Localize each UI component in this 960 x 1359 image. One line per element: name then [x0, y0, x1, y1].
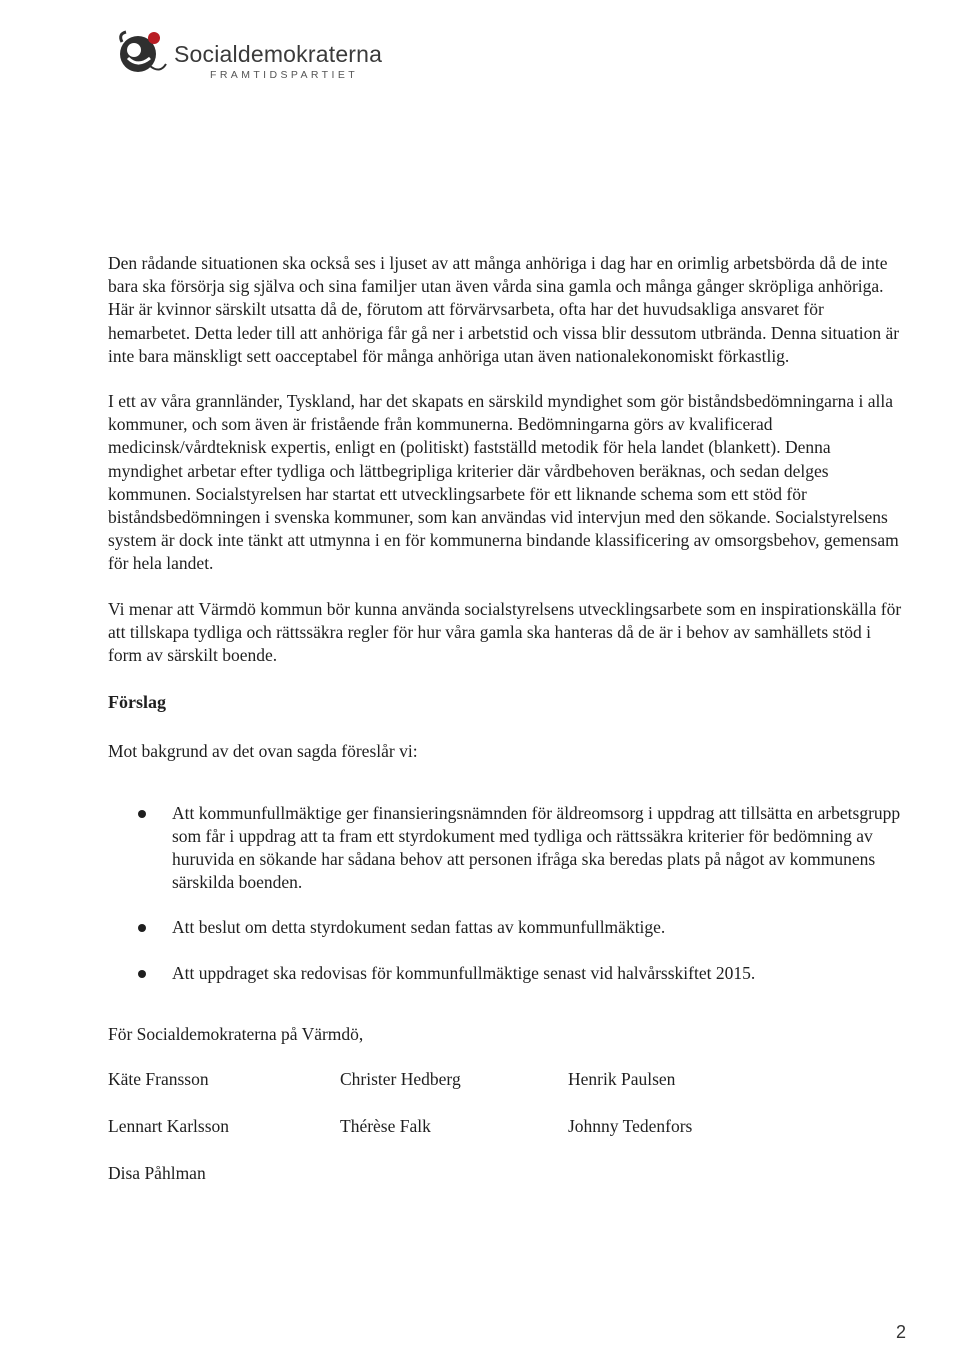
section-heading: Förslag — [108, 692, 166, 713]
signatory-name: Christer Hedberg — [340, 1069, 461, 1090]
logo-tagline: FRAMTIDSPARTIET — [210, 69, 359, 81]
page-number: 2 — [895, 1322, 906, 1342]
bullet-icon — [138, 970, 146, 978]
signatory-name: Lennart Karlsson — [108, 1116, 230, 1137]
proposal-text: Att kommunfullmäktige ger finansieringsnämnden för äldreomsorg i uppdrag att tillsätta en arbetsgrupp som får i uppdrag att ta fram ett styrdokument med tydliga och rättssäkra kriterier för bedömning av huruvida en sökande har sådana behov att personen ifråga ska beredas plats på något av kommunens särskilda boenden. — [172, 802, 901, 893]
signatory-name: Käte Fransson — [108, 1069, 209, 1090]
signatory-name: Thérèse Falk — [340, 1116, 431, 1137]
list-item — [108, 802, 908, 895]
signatory-name: Johnny Tedenfors — [568, 1116, 693, 1137]
party-logo — [110, 28, 382, 81]
paragraph-1: Den rådande situationen ska också ses i ljuset av att många anhöriga i dag har en orimlig arbetsbörda då de inte bara ska försörja sig själva och sina familjer utan även vårda sina gamla och många gånger skröpliga anhöriga. Här är kvinnor särskilt utsatta då de, förutom att förvärvsarbeta, ofta har det huvudsakliga ansvaret för hemarbetet. Detta leder till att anhöriga får gå ner i arbetstid och vissa blir dessutom utbrända. Denna situation är inte bara mänskligt sett oacceptabel för många anhöriga utan även nationalekonomiskt förkastlig. — [108, 253, 900, 366]
proposal-text: Att uppdraget ska redovisas för kommunfullmäktige senast vid halvårsskiftet 2015. — [172, 962, 756, 983]
list-item — [108, 916, 908, 939]
signatory-name: Henrik Paulsen — [568, 1069, 676, 1090]
list-item — [108, 962, 908, 985]
signatory-list — [108, 1068, 908, 1186]
proposal-intro: Mot bakgrund av det ovan sagda föreslår vi: — [108, 741, 418, 762]
bullet-icon — [138, 924, 146, 932]
bullet-icon — [138, 810, 146, 818]
logo-name: Socialdemokraterna — [174, 41, 383, 67]
rose-logo-icon — [110, 28, 170, 78]
paragraph-2: I ett av våra grannländer, Tyskland, har det skapats en särskild myndighet som gör biståndsbedömningarna i alla kommuner, och som även är fristående från kommunerna. Bedömningarna görs av kvalificerad medicinsk/vårdteknisk expertis, enligt en (politiskt) fastställd metodik för hela landet (blankett). Denna myndighet arbetar efter tydliga och lättbegripliga kriterier där vårdbehoven beräknas, och sedan delges kommunen. Socialstyrelsen har startat ett utvecklingsarbete för ett liknande schema som ett stöd för biståndsbedömningen i svenska kommuner, som kan användas vid intervjun med den sökande. Socialstyrelsens system är dock inte tänkt att utmynna i en för kommunerna bindande klassificering av omsorgsbehov, gemensam för hela landet. — [108, 391, 899, 574]
proposal-text: Att beslut om detta styrdokument sedan fattas av kommunfullmäktige. — [172, 917, 666, 938]
paragraph-3: Vi menar att Värmdö kommun bör kunna använda socialstyrelsens utvecklingsarbete som en inspirationskälla för att tillskapa tydliga och rättssäkra regler för hur våra gamla ska hanteras då de är i behov av samhällets stöd i form av särskilt boende. — [108, 598, 902, 666]
proposal-list — [108, 802, 908, 985]
signatory-name: Disa Påhlman — [108, 1163, 206, 1184]
logo-text — [174, 42, 382, 81]
closing-line: För Socialdemokraterna på Värmdö, — [108, 1023, 364, 1044]
document-body — [108, 252, 908, 1186]
